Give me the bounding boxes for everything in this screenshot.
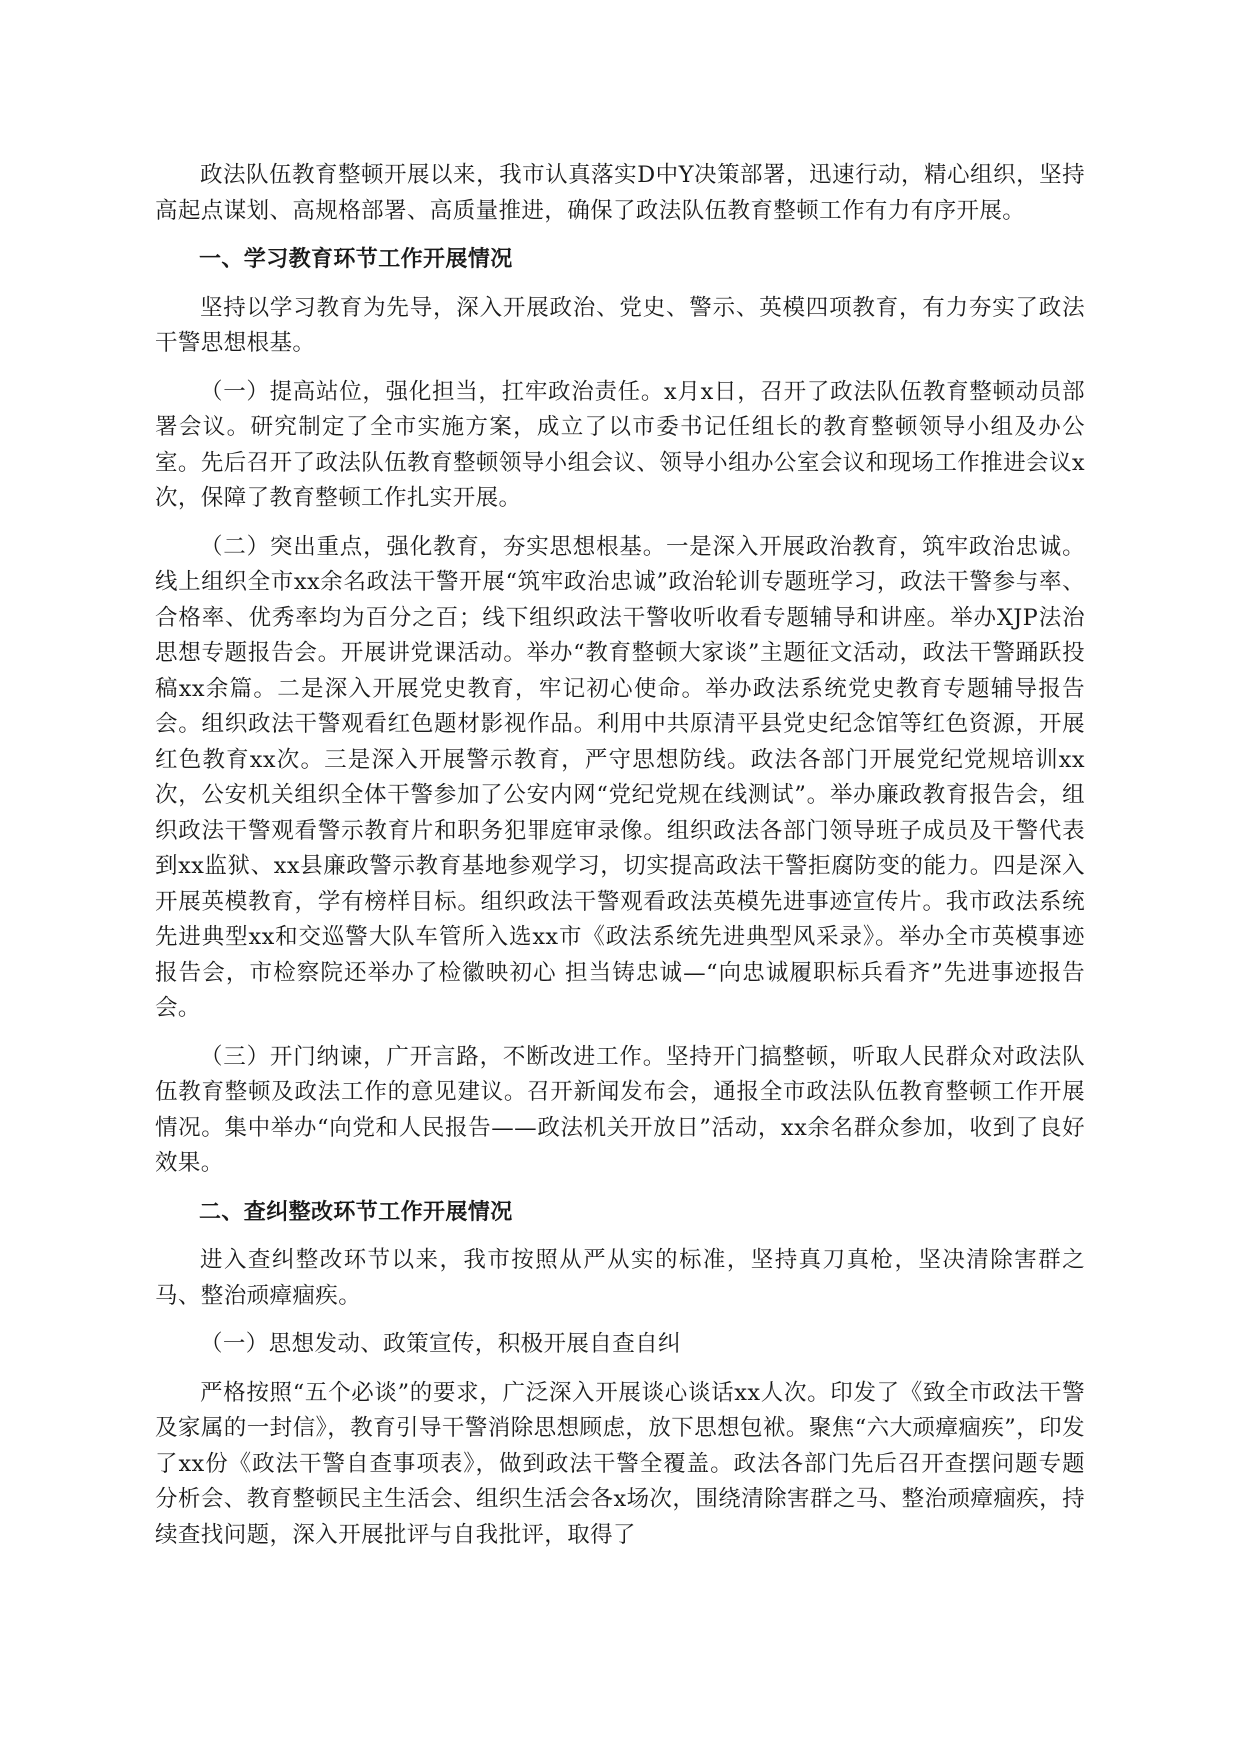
section-1-item-2-paragraph: （二）突出重点，强化教育，夯实思想根基。一是深入开展政治教育，筑牢政治忠诚。线上组织全市xx余名政法干警开展“筑牢政治忠诚”政治轮训专题班学习，政法干警参与率、合格率、优秀率均为百分之百；线下组织政法干警收听收看专题辅导和讲座。举办XJP法治思想专题报告会。开展讲党课活动。举办“教育整顿大家谈”主题征文活动，政法干警踊跃投稿xx余篇。二是深入开展党史教育，牢记初心使命。举办政法系统党史教育专题辅导报告会。组织政法干警观看红色题材影视作品。利用中共原清平县党史纪念馆等红色资源，开展红色教育xx次。三是深入开展警示教育，严守思想防线。政法各部门开展党纪党规培训xx次，公安机关组织全体干警参加了公安内网“党纪党规在线测试”。举办廉政教育报告会，组织政法干警观看警示教育片和职务犯罪庭审录像。组织政法各部门领导班子成员及干警代表到xx监狱、xx县廉政警示教育基地参观学习，切实提高政法干警拒腐防变的能力。四是深入开展英模教育，学有榜样目标。组织政法干警观看政法英模先进事迹宣传片。我市政法系统先进典型xx和交巡警大队车管所入选xx市《政法系统先进典型风采录》。举办全市英模事迹报告会，市检察院还举办了检徽映初心 担当铸忠诚—“向忠诚履职标兵看齐”先进事迹报告会。 — [155, 533, 1085, 1021]
section-2-item-1-paragraph: 严格按照“五个必谈”的要求，广泛深入开展谈心谈话xx人次。印发了《致全市政法干警及家属的一封信》，教育引导干警消除思想顾虑，放下思想包袱。聚焦“六大顽瘴痼疾”，印发了xx份《政法干警自查事项表》，做到政法干警全覆盖。政法各部门先后召开查摆问题专题分析会、教育整顿民主生活会、组织生活会各x场次，围绕清除害群之马、整治顽瘴痼疾，持续查找问题，深入开展批评与自我批评，取得了 — [155, 1379, 1085, 1548]
section-heading-1: 一、学习教育环节工作开展情况 — [199, 247, 513, 272]
section-heading-2: 二、查纠整改环节工作开展情况 — [199, 1199, 513, 1225]
section-1-item-1-paragraph: （一）提高站位，强化担当，扛牢政治责任。x月x日，召开了政法队伍教育整顿动员部署会议。研究制定了全市实施方案，成立了以市委书记任组长的教育整顿领导小组及办公室。先后召开了政法队伍教育整顿领导小组会议、领导小组办公室会议和现场工作推进会议x次，保障了教育整顿工作扎实开展。 — [155, 378, 1085, 511]
document-body — [155, 158, 1085, 1566]
section-1-item-3-paragraph: （三）开门纳谏，广开言路，不断改进工作。坚持开门搞整顿，听取人民群众对政法队伍教育整顿及政法工作的意见建议。召开新闻发布会，通报全市政法队伍教育整顿工作开展情况。集中举办“向党和人民报告——政法机关开放日”活动，xx余名群众参加，收到了良好效果。 — [155, 1043, 1085, 1176]
intro-paragraph: 政法队伍教育整顿开展以来，我市认真落实D中Y决策部署，迅速行动，精心组织，坚持高起点谋划、高规格部署、高质量推进，确保了政法队伍教育整顿工作有力有序开展。 — [155, 162, 1085, 224]
section-2-subheading-1: （一）思想发动、政策宣传，积极开展自查自纠 — [200, 1331, 681, 1357]
section-1-intro-paragraph: 坚持以学习教育为先导，深入开展政治、党史、警示、英模四项教育，有力夯实了政法干警思想根基。 — [155, 294, 1085, 356]
section-2-intro-paragraph: 进入查纠整改环节以来，我市按照从严从实的标准，坚持真刀真枪，坚决清除害群之马、整治顽瘴痼疾。 — [155, 1247, 1085, 1309]
